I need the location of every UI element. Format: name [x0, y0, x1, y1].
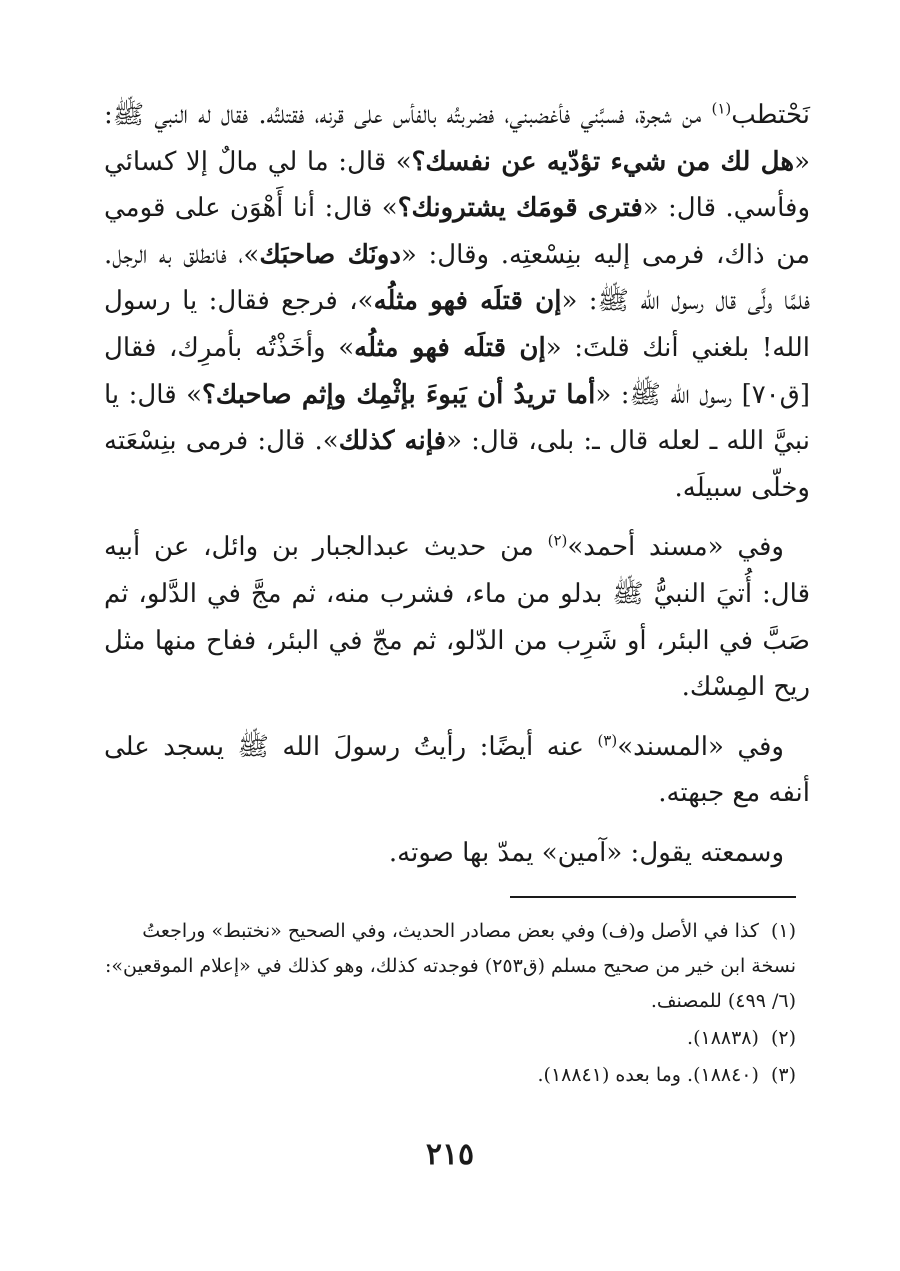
footnote-reference: (٣): [597, 731, 618, 750]
hadith-quote: إن قتلَه فهو مثلُه: [373, 286, 562, 317]
text-segment: وسمعته يقول: «آمين» يمدّ بها صوته.: [388, 837, 784, 868]
paragraph: [104, 830, 810, 877]
footnote-reference: (٢): [547, 531, 568, 550]
footnote-number: (١): [770, 920, 796, 942]
hadith-quote: فإنه كذلك: [338, 426, 447, 457]
text-segment: وفي «مسند أحمد»: [567, 532, 784, 563]
text-segment: من شجرة، فسبَّني فأغضبني، فضربتُه بالفأس على قرنه، فقتلتُه. فقال له النبي ﷺ: «: [104, 100, 810, 177]
paragraph: [104, 92, 810, 511]
text-segment: »، فانطلق به الرجل. فلمَّا ولَّى قال رسول الله ﷺ: «: [104, 239, 810, 317]
paragraph: [104, 524, 810, 710]
footnotes: [104, 914, 796, 1093]
page-number: ٢١٥: [425, 1137, 475, 1172]
text-segment: وفي «المسند»: [617, 731, 784, 762]
footnote-number: (٢): [770, 1027, 796, 1049]
hadith-quote: إن قتلَه فهو مثلُه: [354, 332, 546, 363]
footnote-text: (١٨٨٤٠). وما بعده (١٨٨٤١).: [537, 1064, 759, 1086]
hadith-quote: دونَك صاحبَك: [259, 239, 401, 270]
text-segment: » قال: ما لي مالٌ إلا كسائي وفأسي. قال: «: [104, 146, 810, 224]
footnote-number: (٣): [770, 1064, 796, 1086]
footnote: [104, 914, 796, 1019]
paragraph: [104, 724, 810, 817]
text-segment: » قال: أنا أَهْوَن على قومي من ذاك، فرمى إليه بنِسْعتِه. وقال: «: [104, 193, 810, 270]
footnote-text: كذا في الأصل و(ف) وفي بعض مصادر الحديث، وفي الصحيح «نختبط» وراجعتُ نسخة ابن خير من صحيح مسلم (ق٢٥٣) فوجدته كذلك، وهو كذلك في «إعلام الموقعين»: (٦/ ٤٩٩) للمصنف.: [105, 920, 796, 1012]
text-segment: عنه أيضًا: رأيتُ رسولَ الله ﷺ يسجد على أنفه مع جبهته.: [104, 731, 810, 809]
main-text: [104, 92, 810, 877]
footnote-reference: (١): [711, 99, 732, 118]
text-segment: » قال: يا نبيَّ الله ـ لعله قال ـ: بلى، قال: «: [104, 379, 811, 457]
footnote: [104, 1058, 796, 1093]
footnote-separator: [510, 896, 796, 898]
footnote-text: (١٨٨٣٨).: [687, 1027, 759, 1049]
hadith-quote: أما تريدُ أن يَبوءَ بإثْمِك وإثم صاحبك؟: [201, 379, 596, 410]
text-segment: نَحْتطب: [731, 100, 810, 130]
footnote: [104, 1021, 796, 1056]
text-segment: » وأخَذْتُه بأمرِك، فقال [ق٧٠] رسول الله ﷺ: «: [104, 332, 810, 410]
text-segment: »، فرجع فقال: يا رسول الله! بلغني أنك قلتَ: «: [104, 286, 810, 363]
hadith-quote: فترى قومَك يشترونك؟: [397, 193, 643, 224]
text-segment: ». قال: فرمى بنِسْعَته وخلّى سبيلَه.: [104, 426, 810, 503]
text-segment: من حديث عبدالجبار بن وائل، عن أبيه قال: أُتيَ النبيُّ ﷺ بدلو من ماء، فشرب منه، ثم مجَّ في الدَّلو، ثم صَبَّ في البئر، أو شَرِب من الدّلو، ثم مجّ في البئر، ففاح منها مثل ريح المِسْك.: [104, 532, 810, 703]
hadith-quote: هل لك من شيء تؤدّيه عن نفسك؟: [411, 146, 795, 177]
